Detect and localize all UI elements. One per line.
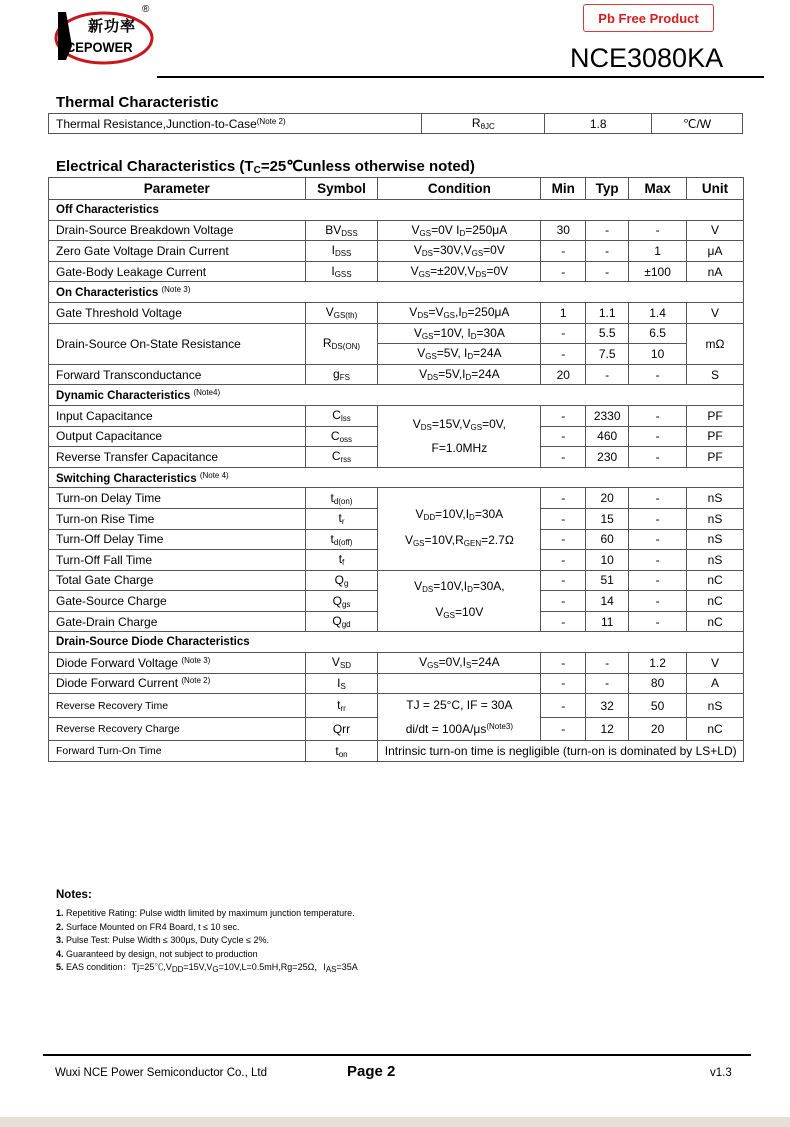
thermal-symbol: $R_{\theta JC}$ bbox=[422, 114, 545, 134]
thermal-row bbox=[49, 114, 743, 134]
group-on-characteristics: On Characteristics $^{(Note 3)}$ bbox=[49, 282, 744, 303]
table-row: Reverse Recovery Time $t_{rr}$ TJ = 25°C, IF = 30A $di/dt = 100A/\mu s^{(Note3)}$ - 32 50 nS bbox=[49, 694, 744, 718]
bottom-band bbox=[0, 1117, 790, 1127]
table-row: Diode Forward Voltage $^{(Note 3)}$ $V_{SD}$ $V_{GS}=0V,I_S=24A$ - - 1.2 V bbox=[49, 653, 744, 674]
table-row: Forward Transconductance $g_{FS}$ $V_{DS}=5V,I_D=24A$ 20 - - S bbox=[49, 364, 744, 385]
note-item: 2. Surface Mounted on FR4 Board, t ≤ 10 sec. bbox=[56, 921, 240, 932]
footer-version: v1.3 bbox=[710, 1067, 732, 1079]
footer-page-number: Page 2 bbox=[347, 1063, 396, 1080]
table-row: Output Capacitance $C_{oss}$ - 460 - PF bbox=[49, 426, 744, 447]
header-max: Max bbox=[629, 178, 687, 200]
table-row: Diode Forward Current $^{(Note 2)}$ $I_S$ - - 80 A bbox=[49, 673, 744, 694]
note-item: 1. Repetitive Rating: Pulse width limited by maximum junction temperature. bbox=[56, 908, 355, 919]
table-row: Total Gate Charge $Q_g$ $V_{DS}=10V,I_D=30A$, $V_{GS}=10V$ - 51 - nC bbox=[49, 570, 744, 591]
note-item: 3. Pulse Test: Pulse Width ≤ 300μs, Duty Cycle ≤ 2%. bbox=[56, 935, 270, 946]
table-row: Turn-on Rise Time $t_r$ - 15 - nS bbox=[49, 508, 744, 529]
table-row: Gate-Body Leakage Current $I_{GSS}$ $V_{GS}=\pm 20V,V_{DS}=0V$ - - ±100 nA bbox=[49, 261, 744, 282]
group-switching-characteristics: Switching Characteristics $^{(Note 4)}$ bbox=[49, 467, 744, 488]
thermal-table bbox=[48, 113, 743, 134]
header-condition: Condition bbox=[378, 178, 541, 200]
footer-divider bbox=[43, 1054, 751, 1056]
thermal-param: Thermal Resistance,Junction-to-Case$^{(Note 2)}$ bbox=[49, 114, 422, 134]
table-row: Drain-Source Breakdown Voltage $BV_{DSS}$ $V_{GS}=0V$ $I_D=250\mu A$ 30 - - V bbox=[49, 220, 744, 241]
table-row: Reverse Recovery Charge Qrr - 12 20 nC bbox=[49, 717, 744, 741]
notes-section bbox=[56, 889, 358, 976]
part-number: NCE3080KA bbox=[570, 43, 724, 73]
header-typ: Typ bbox=[586, 178, 629, 200]
thermal-value: 1.8 bbox=[545, 114, 652, 134]
table-row: Zero Gate Voltage Drain Current $I_{DSS}$ $V_{DS}=30V,V_{GS}=0V$ - - 1 μA bbox=[49, 241, 744, 262]
table-row: Drain-Source On-State Resistance $R_{DS(ON)}$ $V_{GS}=10V$, $I_D=30A$ - 5.5 6.5 mΩ bbox=[49, 323, 744, 344]
footer-company: Wuxi NCE Power Semiconductor Co., Ltd bbox=[55, 1067, 267, 1079]
thermal-unit: ℃/W bbox=[652, 114, 743, 134]
header-symbol: Symbol bbox=[305, 178, 378, 200]
table-row: Reverse Transfer Capacitance $C_{rss}$ - 230 - PF bbox=[49, 447, 744, 468]
table-row: Forward Turn-On Time $t_{on}$ Intrinsic turn-on time is negligible (turn-on is dominated by LS+LD) bbox=[49, 741, 744, 762]
table-row: Turn-Off Fall Time $t_f$ - 10 - nS bbox=[49, 550, 744, 571]
table-row: Gate-Source Charge $Q_{gs}$ - 14 - nC bbox=[49, 591, 744, 612]
group-off-characteristics: Off Characteristics bbox=[49, 200, 744, 221]
header-divider bbox=[157, 76, 764, 78]
pb-free-badge: Pb Free Product bbox=[583, 4, 714, 32]
header-parameter: Parameter bbox=[49, 178, 306, 200]
table-header-row bbox=[49, 178, 744, 200]
table-row: Gate-Drain Charge $Q_{gd}$ - 11 - nC bbox=[49, 611, 744, 632]
electrical-table bbox=[48, 177, 744, 762]
registered-mark: ® bbox=[142, 4, 150, 15]
table-row: Input Capacitance $C_{lss}$ $V_{DS}=15V,V_{GS}=0V$, F=1.0MHz - 2330 - PF bbox=[49, 405, 744, 426]
table-row: Turn-on Delay Time $t_{d(on)}$ $V_{DD}=10V,I_D=30A$ $V_{GS}=10V,R_{GEN}=2.7\Omega$ - 20 - nS bbox=[49, 488, 744, 509]
group-diode-characteristics: Drain-Source Diode Characteristics bbox=[49, 632, 744, 653]
note-item: 5. EAS condition：Tj=25℃,VDD=15V,VG=10V,L=0.5mH,Rg=25Ω，IAS=35A bbox=[56, 962, 358, 975]
company-logo bbox=[52, 6, 156, 66]
group-dynamic-characteristics: Dynamic Characteristics $^{(Note4)}$ bbox=[49, 385, 744, 406]
header-min: Min bbox=[541, 178, 586, 200]
thermal-section-title: Thermal Characteristic bbox=[56, 94, 219, 111]
brand-chinese-name: 新功率 bbox=[88, 17, 137, 35]
notes-title: Notes: bbox=[56, 889, 92, 901]
electrical-section-title: Electrical Characteristics ($T_C=25℃unless$ otherwise noted) bbox=[56, 158, 475, 176]
table-row: $V_{GS}=5V$, $I_D=24A$ - 7.5 10 bbox=[49, 344, 744, 365]
header-unit: Unit bbox=[687, 178, 744, 200]
brand-english-name: CEPOWER bbox=[66, 39, 133, 55]
table-row: Gate Threshold Voltage $V_{GS(th)}$ $V_{DS}=V_{GS},I_D=250\mu A$ 1 1.1 1.4 V bbox=[49, 302, 744, 323]
note-item: 4. Guaranteed by design, not subject to production bbox=[56, 948, 258, 959]
table-row: Turn-Off Delay Time $t_{d(off)}$ - 60 - nS bbox=[49, 529, 744, 550]
